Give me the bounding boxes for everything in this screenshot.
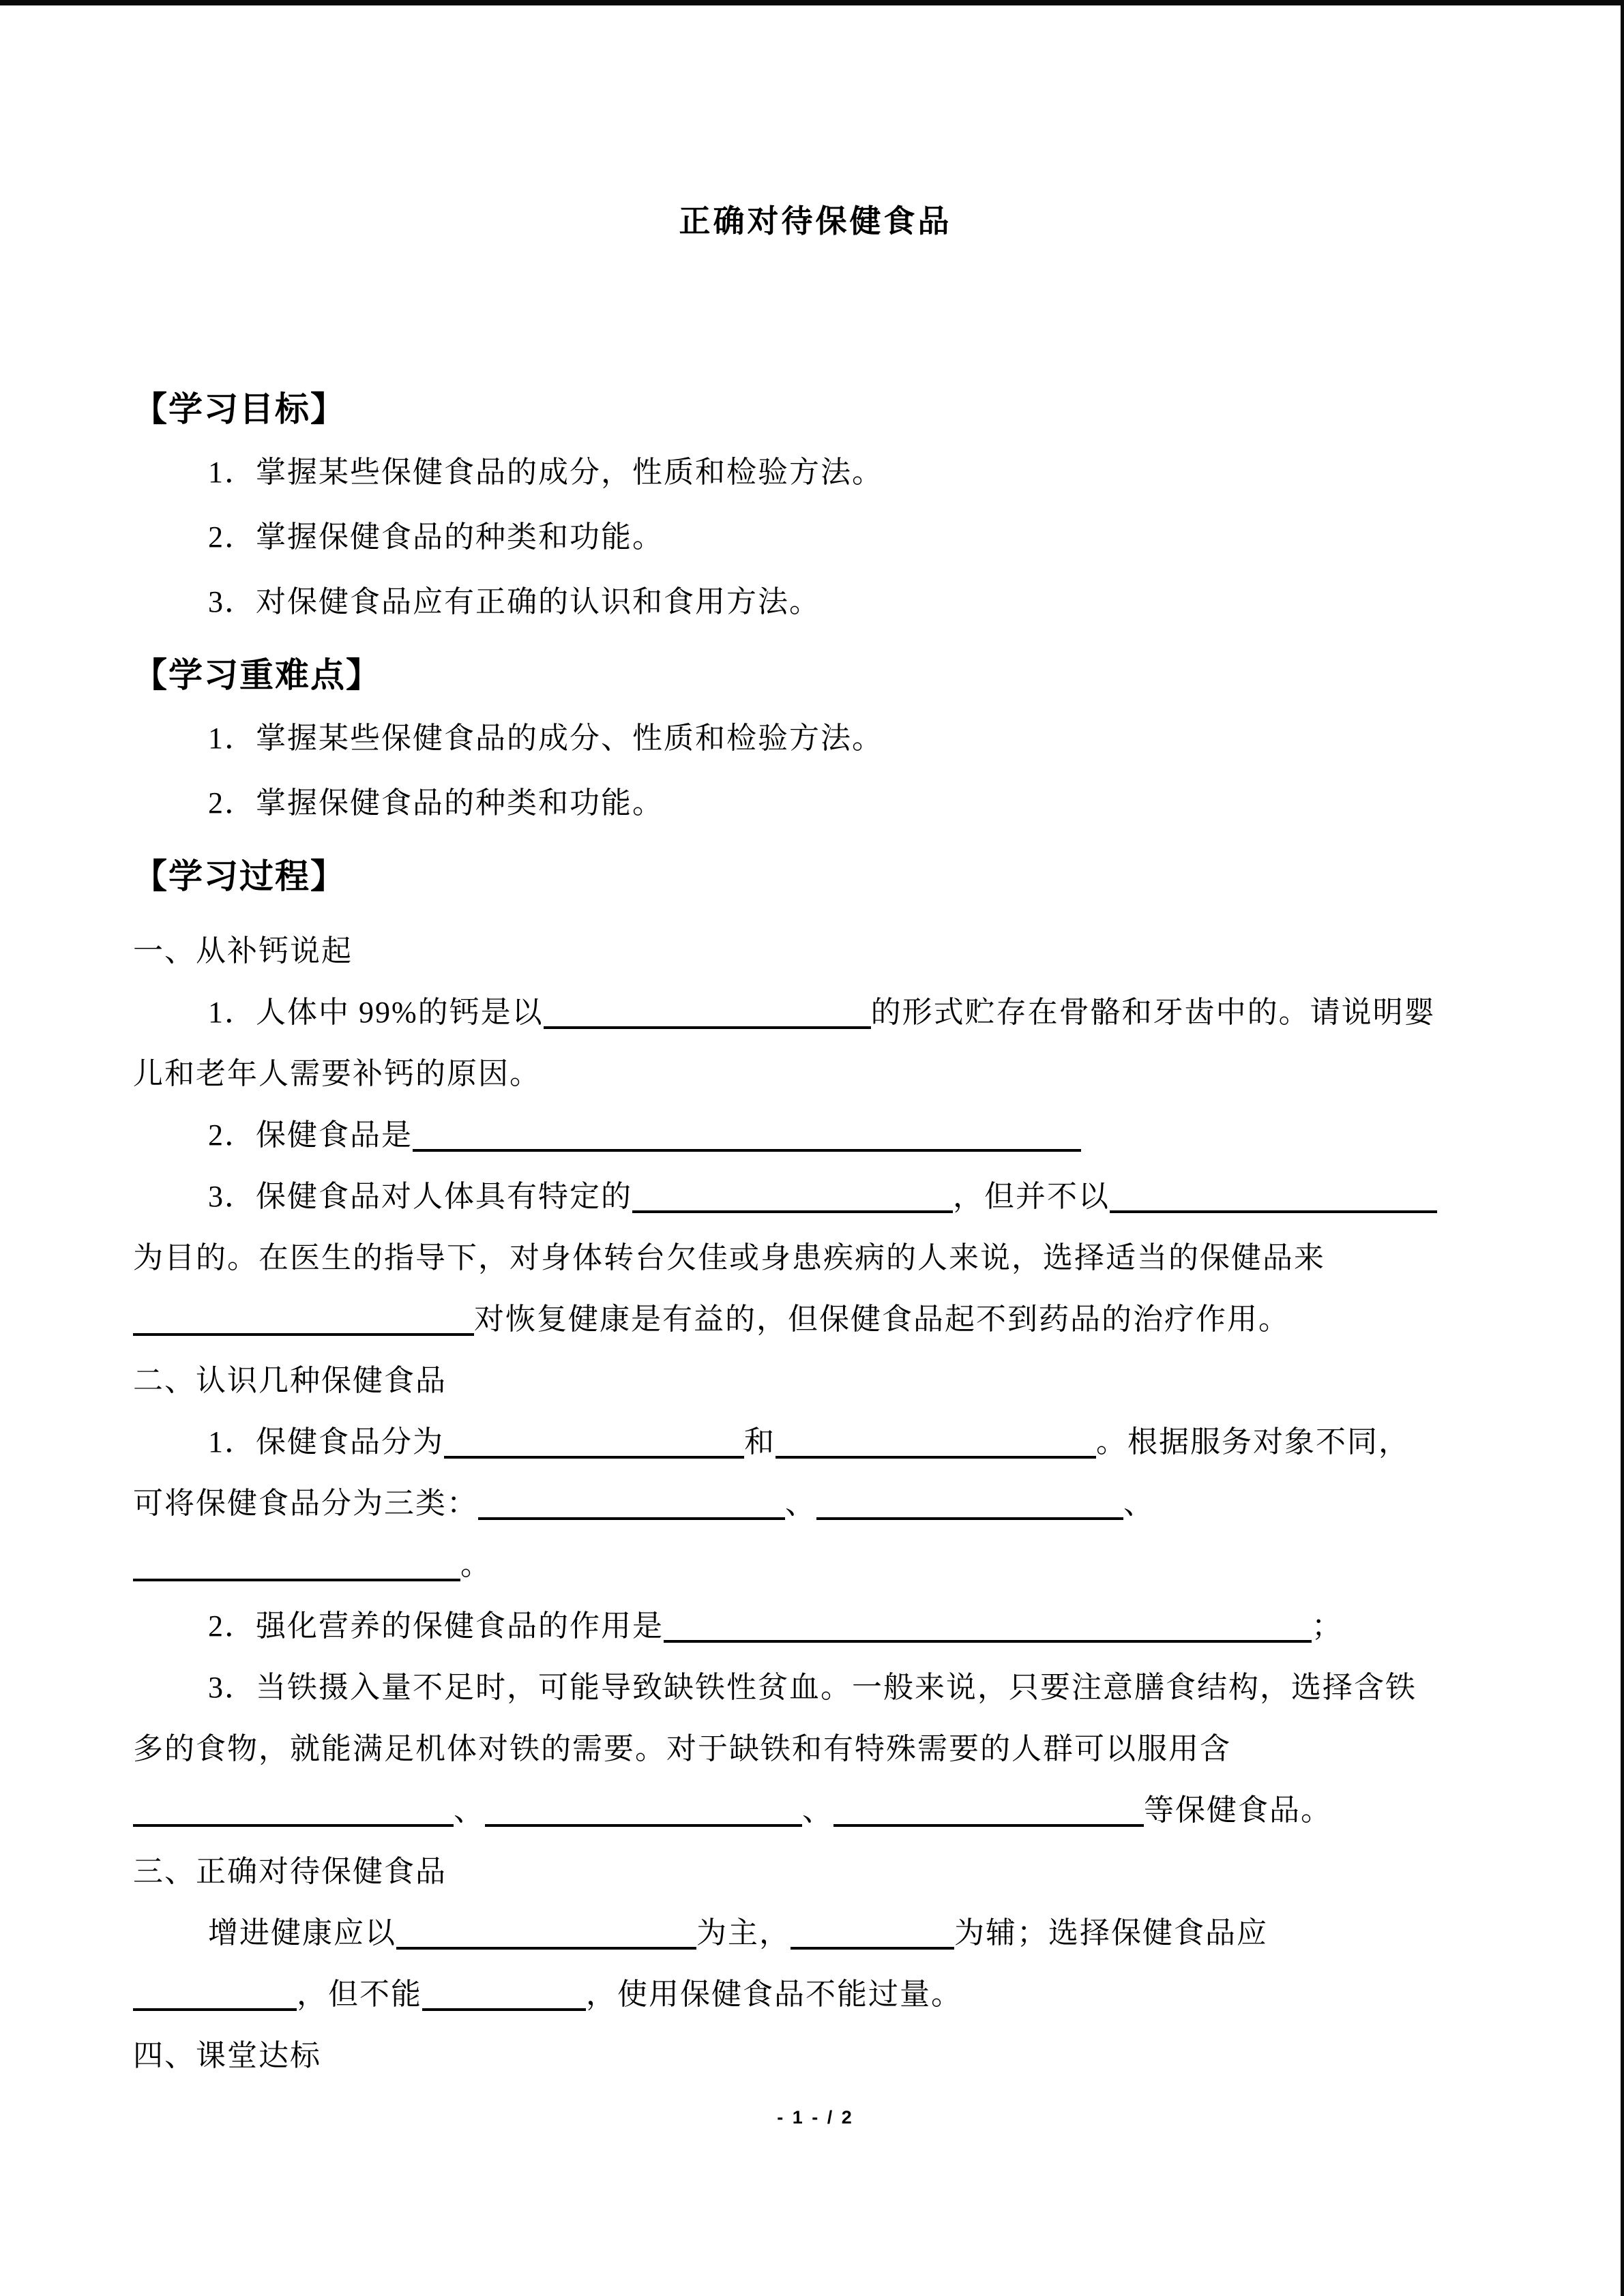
classification-line-2 — [133, 1473, 1498, 1534]
fill-in-blank[interactable] — [791, 1917, 954, 1950]
text-run: 。 — [460, 1548, 492, 1581]
fill-in-blank[interactable] — [413, 1119, 1081, 1152]
page-top-border — [0, 0, 1624, 5]
text-run: 等保健食品。 — [1144, 1793, 1332, 1827]
text-run: 为辅；选择保健食品应 — [954, 1916, 1268, 1950]
document-title: 正确对待保健食品 — [679, 204, 952, 239]
fill-in-blank[interactable] — [396, 1917, 696, 1950]
fill-in-blank[interactable] — [478, 1487, 785, 1520]
section-two-heading — [133, 1350, 1498, 1412]
fill-in-blank[interactable] — [444, 1426, 744, 1459]
text-run: 3．当铁摄入量不足时，可能导致缺铁性贫血。一般来说，只要注意膳食结构，选择含铁 — [208, 1671, 1417, 1704]
text-run: 多的食物，就能满足机体对铁的需要。对于缺铁和有特殊需要的人群可以服用含 — [133, 1732, 1231, 1765]
list-item: 3．对保健食品应有正确的认识和食用方法。 — [208, 585, 821, 618]
list-item: 1．掌握某些保健食品的成分、性质和检验方法。 — [208, 721, 883, 755]
text-run: 、 — [1123, 1487, 1155, 1520]
calcium-question-line-1 — [133, 982, 1498, 1043]
page-right-border — [1621, 0, 1624, 2296]
classification-line-3 — [133, 1534, 1498, 1596]
text-run: 、 — [785, 1487, 816, 1520]
nutrition-function-line — [133, 1596, 1498, 1657]
text-run: 2．强化营养的保健食品的作用是 — [208, 1609, 664, 1643]
section-four-heading — [133, 2025, 1498, 2087]
classification-line-1 — [133, 1412, 1498, 1473]
text-run: 3．保健食品对人体具有特定的 — [208, 1180, 632, 1213]
iron-line-2 — [133, 1718, 1498, 1780]
health-food-definition-line — [133, 1105, 1498, 1166]
fill-in-blank[interactable] — [133, 1978, 297, 2011]
fill-in-blank[interactable] — [422, 1978, 586, 2011]
text-run: 为主， — [696, 1916, 791, 1950]
fill-in-blank[interactable] — [133, 1549, 460, 1581]
list-item: 2．掌握保健食品的种类和功能。 — [208, 520, 664, 554]
text-run: 为目的。在医生的指导下，对身体转台欠佳或身患疾病的人来说，选择适当的保健品来 — [133, 1241, 1325, 1274]
text-run: 一、从补钙说起 — [133, 934, 353, 968]
text-run: ，但不能 — [297, 1978, 422, 2011]
fill-in-blank[interactable] — [1110, 1180, 1437, 1213]
fill-in-blank[interactable] — [632, 1180, 953, 1213]
fill-in-blank[interactable] — [776, 1426, 1096, 1459]
list-item: 2．掌握保健食品的种类和功能。 — [208, 786, 664, 820]
text-run: ，使用保健食品不能过量。 — [586, 1978, 962, 2011]
section-one-heading — [133, 921, 1498, 982]
objectives-list — [133, 440, 1498, 634]
text-run: ，但并不以 — [953, 1180, 1110, 1213]
text-run: 儿和老年人需要补钙的原因。 — [133, 1057, 541, 1090]
list-item: 1．掌握某些保健食品的成分，性质和检验方法。 — [208, 456, 883, 489]
text-run: 、 — [802, 1793, 833, 1827]
health-food-function-line-3 — [133, 1289, 1498, 1350]
page-number: - 1 - / 2 — [777, 2107, 854, 2128]
fill-in-blank[interactable] — [816, 1487, 1123, 1520]
text-run: 1．保健食品分为 — [208, 1425, 444, 1459]
iron-line-3 — [133, 1780, 1498, 1841]
process-lines — [133, 921, 1498, 2087]
key-points-heading: 【学习重难点】 — [133, 656, 381, 694]
fill-in-blank[interactable] — [544, 996, 871, 1029]
text-run: ； — [1312, 1609, 1343, 1643]
health-promotion-line-1 — [133, 1903, 1498, 1964]
section-three-heading — [133, 1841, 1498, 1903]
fill-in-blank[interactable] — [485, 1794, 802, 1827]
text-run: 1．人体中 99%的钙是以 — [208, 996, 544, 1029]
text-run: 。根据服务对象不同， — [1096, 1425, 1410, 1459]
iron-line-1 — [133, 1657, 1498, 1718]
fill-in-blank[interactable] — [833, 1794, 1144, 1827]
fill-in-blank[interactable] — [133, 1303, 474, 1336]
text-run: 2．保健食品是 — [208, 1118, 413, 1152]
text-run: 四、课堂达标 — [133, 2039, 321, 2072]
objectives-heading: 【学习目标】 — [133, 390, 346, 428]
key-points-list — [133, 706, 1498, 835]
text-run: 、 — [454, 1793, 485, 1827]
health-food-function-line-1 — [133, 1166, 1498, 1227]
health-food-function-line-2 — [133, 1227, 1498, 1289]
text-run: 和 — [744, 1425, 776, 1459]
text-run: 三、正确对待保健食品 — [133, 1855, 447, 1888]
text-run: 增进健康应以 — [208, 1916, 396, 1950]
text-run: 可将保健食品分为三类： — [133, 1487, 478, 1520]
fill-in-blank[interactable] — [664, 1610, 1312, 1643]
text-run: 的形式贮存在骨骼和牙齿中的。请说明婴 — [870, 996, 1436, 1029]
calcium-question-line-2 — [133, 1043, 1498, 1105]
health-promotion-line-2 — [133, 1964, 1498, 2025]
process-heading: 【学习过程】 — [133, 857, 346, 895]
fill-in-blank[interactable] — [133, 1794, 454, 1827]
text-run: 二、认识几种保健食品 — [133, 1364, 447, 1397]
text-run: 对恢复健康是有益的，但保健食品起不到药品的治疗作用。 — [474, 1302, 1290, 1336]
